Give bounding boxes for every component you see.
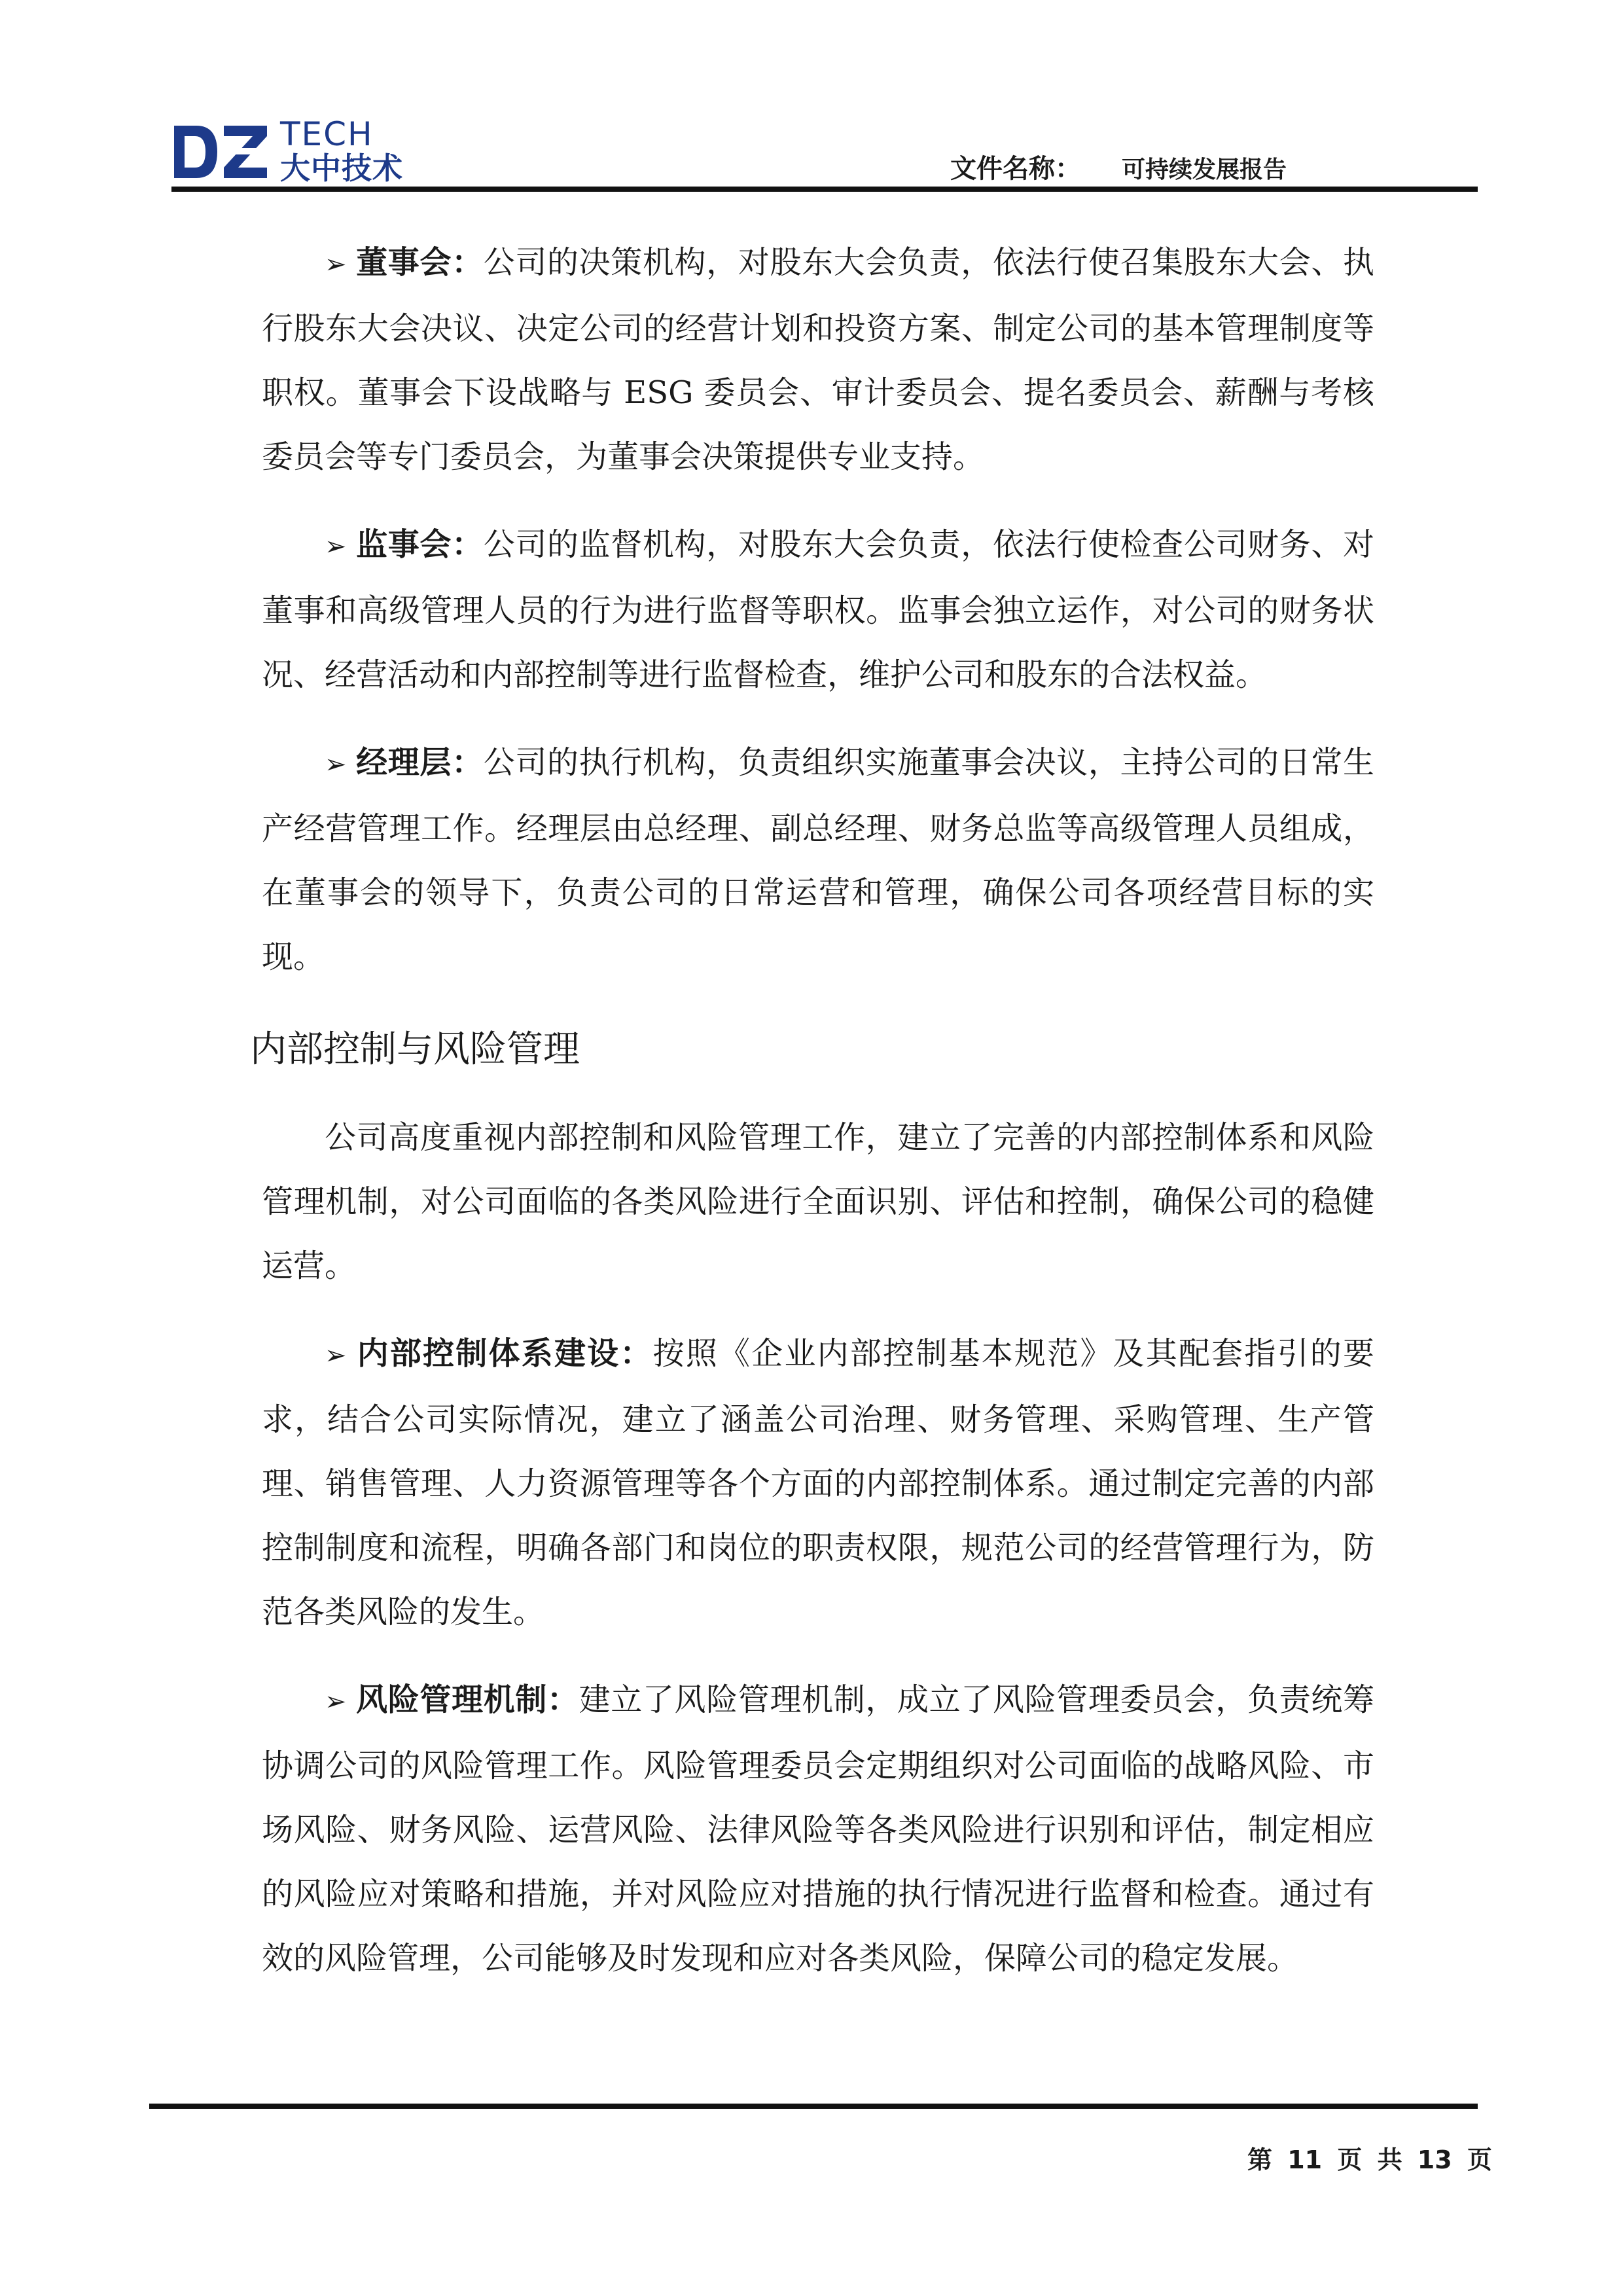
bullet-arrow-icon: ➢	[325, 249, 347, 279]
document-title: 可持续发展报告	[1122, 156, 1287, 183]
bullet-internal-control	[262, 1321, 1374, 1644]
bullet-text: 公司的监督机构，对股东大会负责，依法行使检查公司财务、对董事和高级管理人员的行为进行监督等职权。监事会独立运作，对公司的财务状况、经营活动和内部控制等进行监督检查，维护公司和股东的合法权益。	[262, 526, 1374, 693]
intro-paragraph: 公司高度重视内部控制和风险管理工作，建立了完善的内部控制体系和风险管理机制，对公司面临的各类风险进行全面识别、评估和控制，确保公司的稳健运营。	[262, 1119, 1374, 1284]
header-divider	[171, 187, 1478, 192]
bullet-arrow-icon: ➢	[325, 531, 347, 562]
bullet-label: 内部控制体系建设：	[355, 1335, 653, 1372]
logo-tech-text: TECH	[280, 115, 374, 153]
bullet-label: 监事会：	[355, 526, 484, 563]
section-heading: 内部控制与风险管理	[250, 1028, 580, 1071]
bullet-label: 风险管理机制：	[355, 1681, 579, 1718]
bullet-arrow-icon: ➢	[325, 1340, 347, 1371]
bullet-supervisory-board	[262, 512, 1374, 707]
bullet-text: 建立了风险管理机制，成立了风险管理委员会，负责统筹协调公司的风险管理工作。风险管理委员会定期组织对公司面临的战略风险、市场风险、财务风险、运营风险、法律风险等各类风险进行识别和评估，制定相应的风险应对策略和措施，并对风险应对措施的执行情况进行监督和检查。通过有效的风险管理，公司能够及时发现和应对各类风险，保障公司的稳定发展。	[262, 1681, 1374, 1977]
company-logo	[171, 117, 407, 186]
bullet-arrow-icon: ➢	[325, 749, 347, 780]
bullet-text: 公司的决策机构，对股东大会负责，依法行使召集股东大会、执行股东大会决议、决定公司的经营计划和投资方案、制定公司的基本管理制度等职权。董事会下设战略与 ESG 委员会、审计委员会、提名委员会、薪酬与考核委员会等专门委员会，为董事会决策提供专业支持。	[262, 244, 1374, 475]
page-content	[250, 230, 1374, 2014]
bullet-label: 经理层：	[355, 744, 484, 781]
dz-logo-mark	[171, 123, 270, 181]
document-name-label: 文件名称：	[950, 154, 1081, 184]
footer-divider	[149, 2104, 1478, 2109]
bullet-arrow-icon: ➢	[325, 1687, 347, 1717]
bullet-text: 公司的执行机构，负责组织实施董事会决议，主持公司的日常生产经营管理工作。经理层由总经理、副总经理、财务总监等高级管理人员组成，在董事会的领导下，负责公司的日常运营和管理，确保公司各项经营目标的实现。	[262, 744, 1374, 975]
document-name	[950, 149, 1287, 188]
bullet-label: 董事会：	[355, 244, 484, 281]
logo-chinese-text: 大中技术	[280, 151, 403, 186]
bullet-board-of-directors	[262, 230, 1374, 489]
bullet-management	[262, 730, 1374, 989]
bullet-risk-management	[262, 1668, 1374, 1990]
bullet-text: 按照《企业内部控制基本规范》及其配套指引的要求，结合公司实际情况，建立了涵盖公司治理、财务管理、采购管理、生产管理、销售管理、人力资源管理等各个方面的内部控制体系。通过制定完善的内部控制制度和流程，明确各部门和岗位的职责权限，规范公司的经营管理行为，防范各类风险的发生。	[262, 1335, 1374, 1630]
page-number: 第 11 页 共 13 页	[1247, 2145, 1492, 2174]
